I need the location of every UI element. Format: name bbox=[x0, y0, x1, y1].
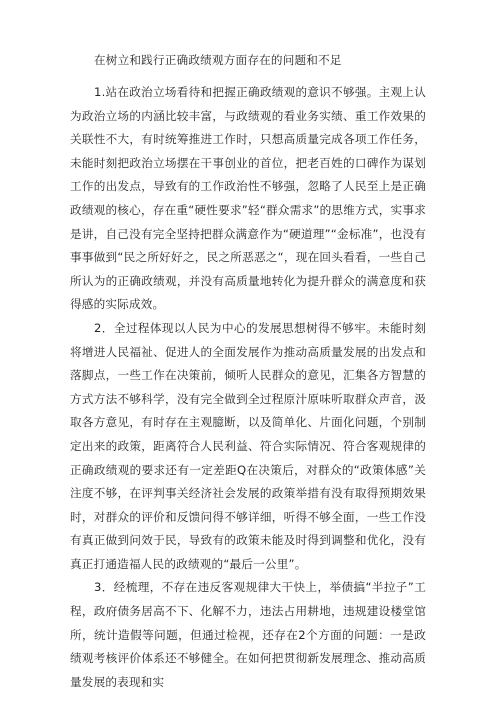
document-heading: 在树立和践行正确政绩观方面存在的问题和不足 bbox=[94, 53, 342, 67]
paragraph-1: 1.站在政治立场看待和把握正确政绩观的意识不够强。主观上认为政治立场的内涵比较丰富，与政绩观的看业务实绩、重工作效果的关联性不大，有时统筹推进工作时，只想高质量完成各项工作任务，未能时刻把政治立场摆在干事创业的首位，把老百姓的口碑作为谋划工作的出发点，导致有的工作政治性不够强，忽略了人民至上是正确政绩观的核心，存在重“硬性要求”轻“群众需求”的思维方式，实事求是讲，自己没有完全坚持把群众满意作为“硬道理”“金标准”，也没有事事做到“民之所好好之，民之所恶恶之“，现在回头看看，一些自己所认为的正确政绩观，并没有高质量地转化为提升群众的满意度和获得感的实际成效。 bbox=[70, 85, 426, 312]
paragraph-2: 2．全过程体现以人民为中心的发展思想树得不够牢。未能时刻将增进人民福祉、促进人的全面发展作为推动高质量发展的出发点和落脚点，一些工作在决策前，倾听人民群众的意见，汇集各方智慧的方式方法不够科学，没有完全做到全过程原汁原味听取群众声音，汲取各方意见，有时存在主观臆断，以及简单化、片面化问题，个别制定出来的政策，距离符合人民利益、符合实际情况、符合客观规律的正确政绩观的要求还有一定差距Q在决策后，对群众的“政策体感”关注度不够，在评判事关经济社会发展的政策举措有没有取得预期效果时，对群众的评价和反馈问得不够详细，听得不够全面，一些工作没有真正做到问效于民，导致有的政策未能及时得到调整和优化，没有真正打通造福人民的政绩观的“最后一公里”。 bbox=[70, 320, 426, 571]
paragraph-3: 3．经梳理，不存在违反客观规律大干快上，举债搞“半拉子”工程，政府债务居高不下、化解不力，违法占用耕地，违规建设楼堂馆所，统计造假等问题，但通过检视，还存在2个方面的问题：一是政绩观考核评价体系还不够健全。在如何把贯彻新发展理念、推动高质量发展的表现和实 bbox=[70, 580, 426, 689]
